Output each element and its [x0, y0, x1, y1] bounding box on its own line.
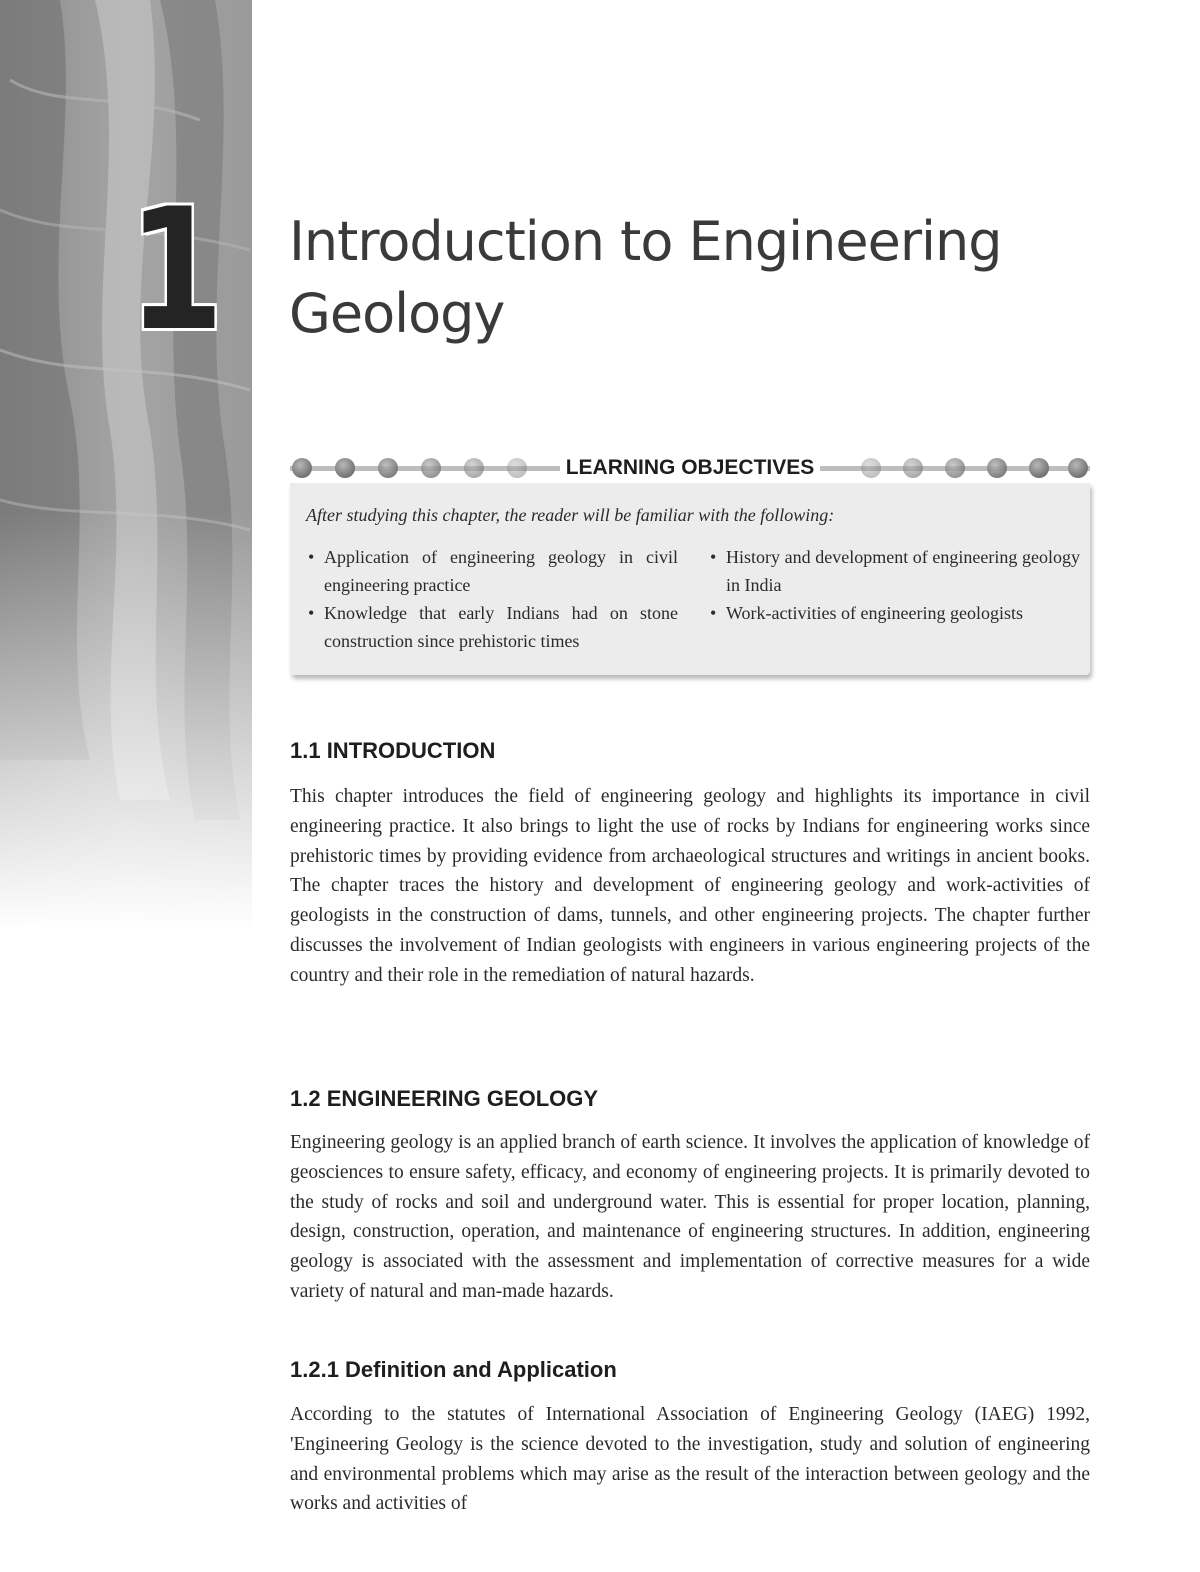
section-body-introduction: This chapter introduces the field of engineering geology and highlights its importance in civil engineering practice. It also brings to light the use of rocks by Indians for engineering works since prehistoric times by providing evidence from archaeological structures and writings in ancient books. The chapter traces the history and development of engineering geology and work-activities of geologists in the construction of dams, tunnels, and other engineering projects. The chapter further discusses the involvement of Indian geologists with engineers in various engineering projects of the country and their role in the remediation of natural hazards.	[290, 786, 1090, 986]
section-heading-introduction: 1.1 INTRODUCTION	[290, 738, 496, 763]
chapter-title-line-1: Introduction to Engineering	[289, 210, 1002, 273]
section-body-engineering-geology: Engineering geology is an applied branch of earth science. It involves the application of knowledge of geosciences to ensure safety, efficacy, and economy of engineering projects. It is primarily devoted to the study of rocks and soil and underground water. This is essential for proper location, planning, design, construction, operation, and maintenance of engineering structures. In addition, engineering geology is associated with the assessment and implementation of corrective measures for a wide variety of natural and man-made hazards.	[290, 1132, 1090, 1302]
objectives-list-right	[710, 543, 1080, 627]
subsection-body-definition: According to the statutes of International Association of Engineering Geology (IAEG) 1992, 'Engineering Geology is the science devoted to the investigation, study and solution of engineering and environmental problems which may arise as the result of the interaction between geology and the works and activities of	[290, 1404, 1090, 1515]
objective-item: • History and development of engineering geology in India	[710, 543, 1080, 599]
chapter-title-line-2: Geology	[289, 282, 505, 345]
chapter-opener-rock-photo	[0, 0, 252, 930]
objective-item: • Application of engineering geology in civil engineering practice	[308, 543, 678, 599]
objectives-list-left	[308, 543, 678, 655]
objective-item: • Knowledge that early Indians had on stone construction since prehistoric times	[308, 599, 678, 655]
learning-objectives-box	[290, 483, 1090, 675]
subsection-heading-definition: 1.2.1 Definition and Application	[290, 1357, 617, 1382]
learning-objectives-header	[290, 456, 1090, 480]
section-heading-engineering-geology: 1.2 ENGINEERING GEOLOGY	[290, 1086, 599, 1111]
learning-objectives-title: LEARNING OBJECTIVES	[290, 456, 1090, 480]
learning-objectives-intro: After studying this chapter, the reader will be familiar with the following:	[306, 505, 835, 525]
chapter-title	[289, 206, 1109, 350]
chapter-number: 1	[128, 172, 224, 368]
objective-item: • Work-activities of engineering geologists	[710, 599, 1080, 627]
